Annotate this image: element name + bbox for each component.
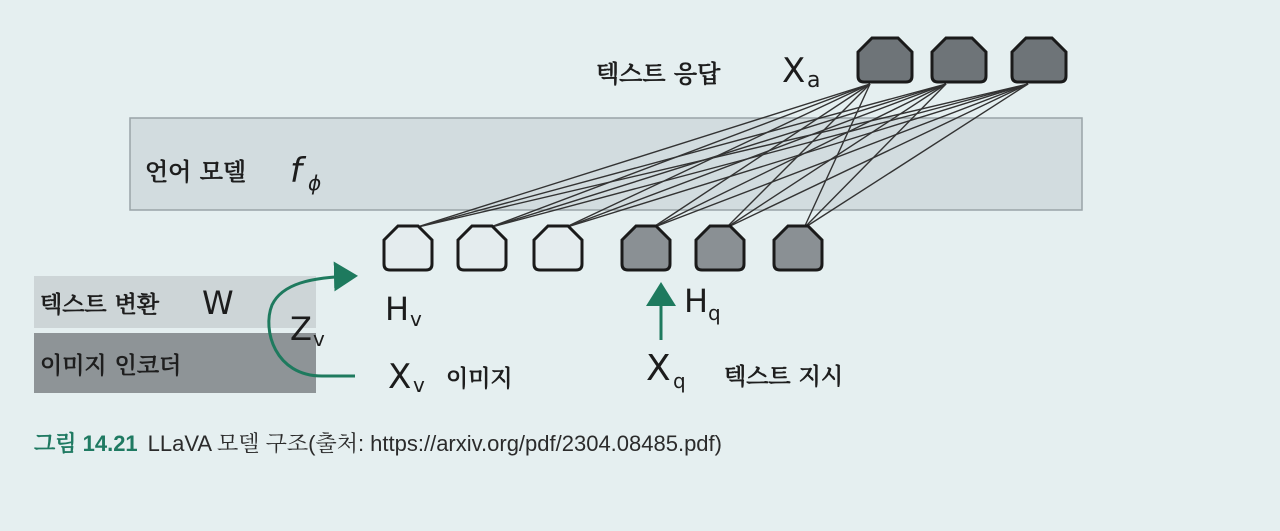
z-subscript: v xyxy=(313,327,325,351)
xv-subscript: v xyxy=(413,373,425,397)
xv-label: 이미지 xyxy=(446,366,513,392)
instruction-token-3 xyxy=(774,226,822,270)
xq-label: 텍스트 지시 xyxy=(724,364,844,390)
projection-label: 텍스트 변환 xyxy=(40,292,160,318)
response-token-1 xyxy=(858,38,912,82)
hv-subscript: v xyxy=(410,307,422,331)
response-label: 텍스트 응답 xyxy=(596,60,721,88)
response-token-2 xyxy=(932,38,986,82)
language-model-label: 언어 모델 xyxy=(145,158,247,186)
figure-number: 그림 14.21 xyxy=(34,431,138,456)
hq-subscript: q xyxy=(708,301,721,325)
visual-token-1 xyxy=(384,226,432,270)
xv-symbol: X xyxy=(388,357,412,397)
hv-symbol: H xyxy=(385,290,410,328)
instruction-token-1 xyxy=(622,226,670,270)
visual-token-3 xyxy=(534,226,582,270)
language-model-symbol: f xyxy=(290,151,302,191)
encoder-label: 이미지 인코더 xyxy=(40,353,182,379)
z-symbol: Z xyxy=(290,310,312,348)
instruction-token-2 xyxy=(696,226,744,270)
response-subscript: a xyxy=(807,68,821,93)
response-token-3 xyxy=(1012,38,1066,82)
language-model-subscript: ϕ xyxy=(308,171,322,195)
hq-symbol: H xyxy=(684,282,709,320)
figure-caption xyxy=(34,427,722,458)
visual-token-2 xyxy=(458,226,506,270)
figure-caption-text: LLaVA 모델 구조(출처: https://arxiv.org/pdf/2304.08485.pdf) xyxy=(147,431,722,456)
response-symbol: X xyxy=(782,51,806,91)
xq-symbol: X xyxy=(646,348,671,389)
xq-subscript: q xyxy=(673,369,686,393)
projection-symbol: W xyxy=(202,284,234,322)
